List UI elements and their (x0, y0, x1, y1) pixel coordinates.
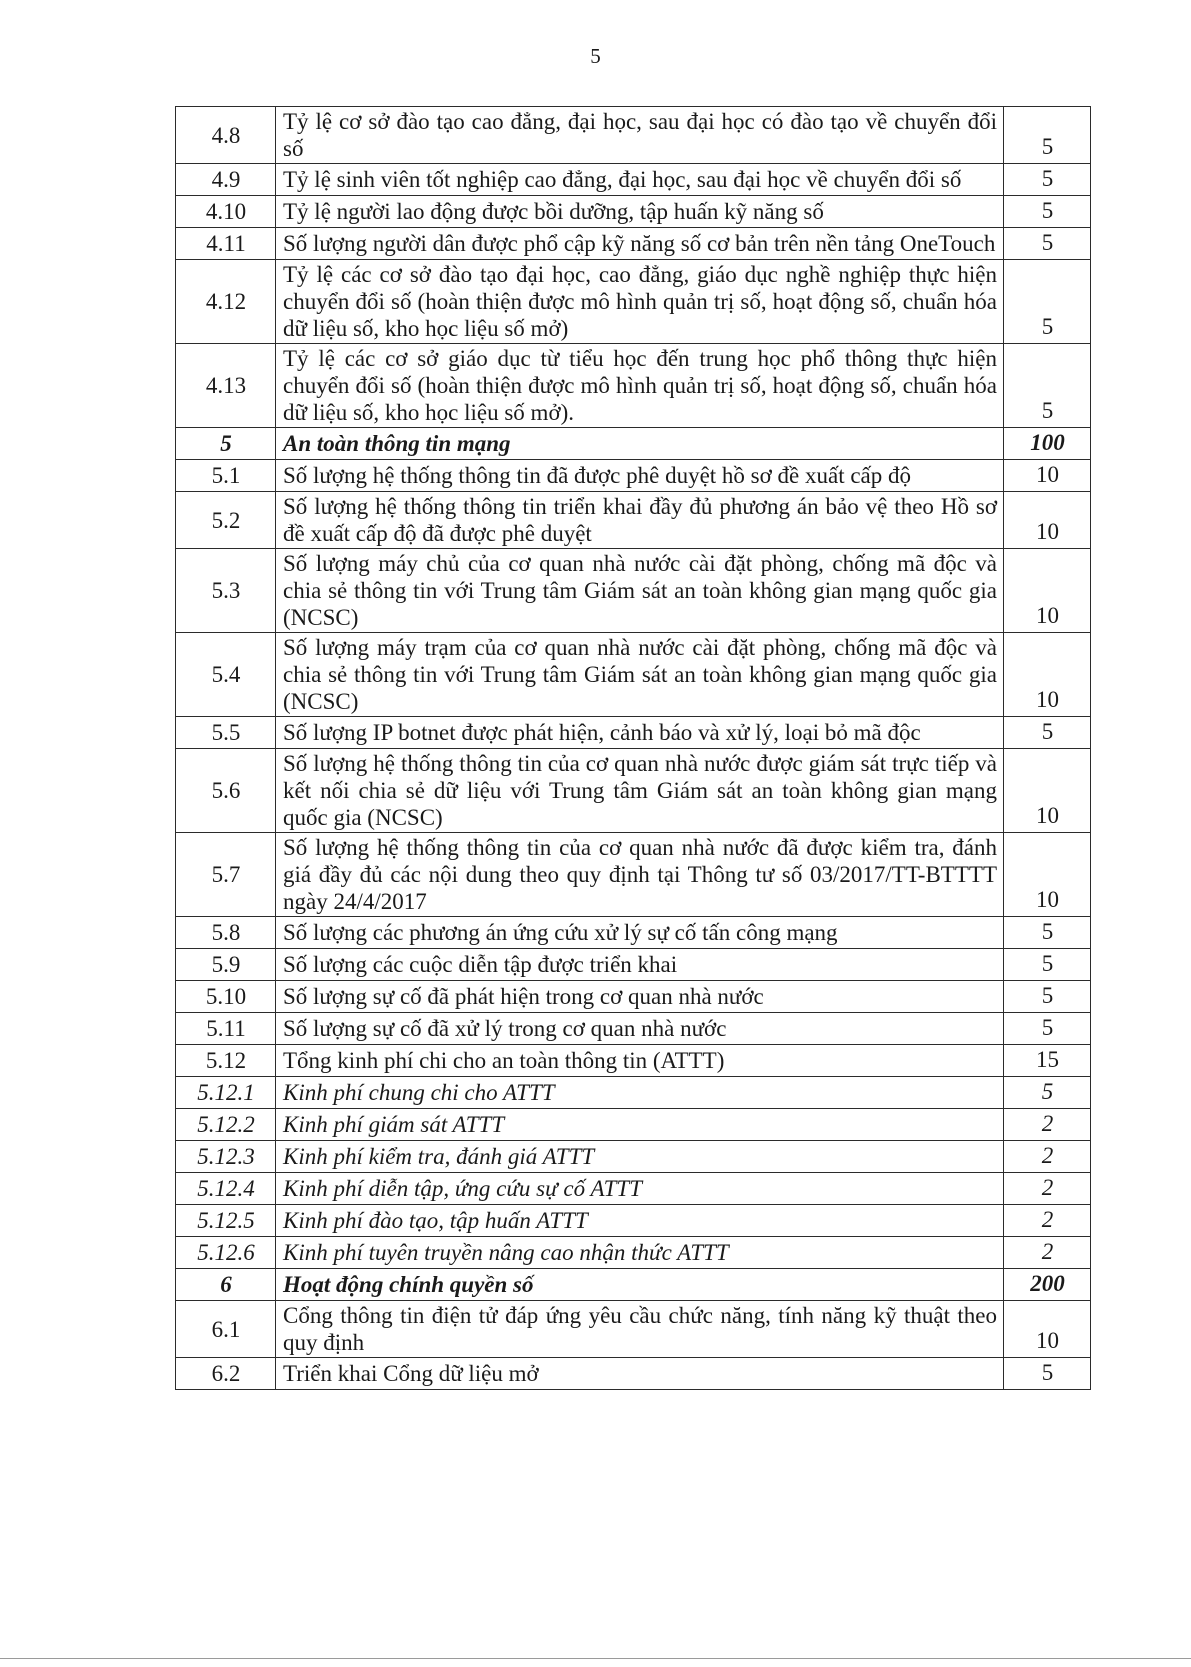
score-cell: 200 (1004, 1269, 1091, 1301)
score-cell: 5 (1004, 344, 1091, 428)
sub-item-row (176, 1237, 1091, 1269)
score-cell: 10 (1004, 633, 1091, 717)
score-cell: 2 (1004, 1237, 1091, 1269)
row-number-cell: 5.12.2 (176, 1109, 276, 1141)
row-number-cell: 4.11 (176, 228, 276, 260)
score-cell: 100 (1004, 428, 1091, 460)
sub-item-row (176, 1077, 1091, 1109)
score-cell: 5 (1004, 196, 1091, 228)
score-cell: 5 (1004, 717, 1091, 749)
table-row (176, 344, 1091, 428)
table-row (176, 1045, 1091, 1077)
sub-item-row (176, 1173, 1091, 1205)
score-cell: 5 (1004, 1013, 1091, 1045)
criteria-content-cell: An toàn thông tin mạng (276, 428, 1004, 460)
table-row (176, 749, 1091, 833)
criteria-content-cell: Số lượng máy chủ của cơ quan nhà nước cài đặt phòng, chống mã độc và chia sẻ thông tin với Trung tâm Giám sát an toàn không gian mạng quốc gia (NCSC) (276, 549, 1004, 633)
row-number-cell: 5.12.5 (176, 1205, 276, 1237)
page-bottom-rule (0, 1658, 1191, 1659)
criteria-content-cell: Tỷ lệ các cơ sở giáo dục từ tiểu học đến trung học phổ thông thực hiện chuyển đổi số (hoàn thiện được mô hình quản trị số, hoạt động số, chuẩn hóa dữ liệu số, kho học liệu số mở). (276, 344, 1004, 428)
score-cell: 5 (1004, 260, 1091, 344)
row-number-cell: 5.12.4 (176, 1173, 276, 1205)
row-number-cell: 5.12 (176, 1045, 276, 1077)
score-cell: 5 (1004, 917, 1091, 949)
sub-item-row (176, 1141, 1091, 1173)
criteria-content-cell: Số lượng các cuộc diễn tập được triển khai (276, 949, 1004, 981)
table-row (176, 1358, 1091, 1390)
score-cell: 15 (1004, 1045, 1091, 1077)
score-cell: 5 (1004, 107, 1091, 164)
table-row (176, 1301, 1091, 1358)
score-cell: 2 (1004, 1109, 1091, 1141)
section-row (176, 1269, 1091, 1301)
criteria-content-cell: Số lượng sự cố đã phát hiện trong cơ quan nhà nước (276, 981, 1004, 1013)
criteria-content-cell: Triển khai Cổng dữ liệu mở (276, 1358, 1004, 1390)
table-row (176, 633, 1091, 717)
score-cell: 5 (1004, 164, 1091, 196)
criteria-content-cell: Tỷ lệ sinh viên tốt nghiệp cao đẳng, đại học, sau đại học về chuyển đổi số (276, 164, 1004, 196)
criteria-content-cell: Kinh phí giám sát ATTT (276, 1109, 1004, 1141)
row-number-cell: 5.8 (176, 917, 276, 949)
criteria-content-cell: Số lượng sự cố đã xử lý trong cơ quan nhà nước (276, 1013, 1004, 1045)
table-row (176, 917, 1091, 949)
row-number-cell: 5.1 (176, 460, 276, 492)
row-number-cell: 6.1 (176, 1301, 276, 1358)
table-row (176, 164, 1091, 196)
page-number: 5 (590, 44, 601, 68)
score-cell: 5 (1004, 1358, 1091, 1390)
table-row (176, 460, 1091, 492)
criteria-content-cell: Hoạt động chính quyền số (276, 1269, 1004, 1301)
criteria-content-cell: Kinh phí đào tạo, tập huấn ATTT (276, 1205, 1004, 1237)
row-number-cell: 5.12.1 (176, 1077, 276, 1109)
criteria-content-cell: Tỷ lệ cơ sở đào tạo cao đẳng, đại học, sau đại học có đào tạo về chuyển đổi số (276, 107, 1004, 164)
table-row (176, 981, 1091, 1013)
table-row (176, 717, 1091, 749)
score-cell: 5 (1004, 981, 1091, 1013)
row-number-cell: 4.13 (176, 344, 276, 428)
criteria-content-cell: Kinh phí diễn tập, ứng cứu sự cố ATTT (276, 1173, 1004, 1205)
criteria-table-body (176, 107, 1091, 1390)
row-number-cell: 5.10 (176, 981, 276, 1013)
row-number-cell: 5.9 (176, 949, 276, 981)
table-row (176, 1013, 1091, 1045)
table-row (176, 196, 1091, 228)
criteria-content-cell: Số lượng hệ thống thông tin triển khai đầy đủ phương án bảo vệ theo Hồ sơ đề xuất cấp độ đã được phê duyệt (276, 492, 1004, 549)
score-cell: 10 (1004, 549, 1091, 633)
row-number-cell: 5.12.3 (176, 1141, 276, 1173)
criteria-content-cell: Kinh phí tuyên truyền nâng cao nhận thức ATTT (276, 1237, 1004, 1269)
score-cell: 10 (1004, 1301, 1091, 1358)
criteria-content-cell: Số lượng IP botnet được phát hiện, cảnh báo và xử lý, loại bỏ mã độc (276, 717, 1004, 749)
row-number-cell: 4.8 (176, 107, 276, 164)
criteria-content-cell: Số lượng người dân được phổ cập kỹ năng số cơ bản trên nền tảng OneTouch (276, 228, 1004, 260)
row-number-cell: 5 (176, 428, 276, 460)
criteria-content-cell: Số lượng máy trạm của cơ quan nhà nước cài đặt phòng, chống mã độc và chia sẻ thông tin với Trung tâm Giám sát an toàn không gian mạng quốc gia (NCSC) (276, 633, 1004, 717)
row-number-cell: 4.10 (176, 196, 276, 228)
criteria-content-cell: Cổng thông tin điện tử đáp ứng yêu cầu chức năng, tính năng kỹ thuật theo quy định (276, 1301, 1004, 1358)
score-cell: 10 (1004, 460, 1091, 492)
table-row (176, 107, 1091, 164)
criteria-table (175, 106, 1091, 1390)
score-cell: 2 (1004, 1205, 1091, 1237)
score-cell: 10 (1004, 833, 1091, 917)
sub-item-row (176, 1109, 1091, 1141)
row-number-cell: 5.4 (176, 633, 276, 717)
score-cell: 2 (1004, 1141, 1091, 1173)
table-row (176, 260, 1091, 344)
row-number-cell: 5.2 (176, 492, 276, 549)
criteria-content-cell: Số lượng hệ thống thông tin của cơ quan nhà nước đã được kiểm tra, đánh giá đầy đủ các nội dung theo quy định tại Thông tư số 03/2017/TT-BTTTT ngày 24/4/2017 (276, 833, 1004, 917)
criteria-content-cell: Kinh phí chung chi cho ATTT (276, 1077, 1004, 1109)
criteria-content-cell: Tỷ lệ các cơ sở đào tạo đại học, cao đẳng, giáo dục nghề nghiệp thực hiện chuyển đổi số (hoàn thiện được mô hình quản trị số, hoạt động số, chuẩn hóa dữ liệu số, kho học liệu số mở) (276, 260, 1004, 344)
criteria-content-cell: Tổng kinh phí chi cho an toàn thông tin (ATTT) (276, 1045, 1004, 1077)
table-row (176, 833, 1091, 917)
row-number-cell: 5.7 (176, 833, 276, 917)
score-cell: 10 (1004, 749, 1091, 833)
table-row (176, 549, 1091, 633)
score-cell: 5 (1004, 1077, 1091, 1109)
score-cell: 10 (1004, 492, 1091, 549)
table-row (176, 228, 1091, 260)
criteria-content-cell: Tỷ lệ người lao động được bồi dưỡng, tập huấn kỹ năng số (276, 196, 1004, 228)
sub-item-row (176, 1205, 1091, 1237)
row-number-cell: 6 (176, 1269, 276, 1301)
score-cell: 5 (1004, 228, 1091, 260)
row-number-cell: 5.12.6 (176, 1237, 276, 1269)
section-row (176, 428, 1091, 460)
row-number-cell: 5.3 (176, 549, 276, 633)
criteria-content-cell: Số lượng các phương án ứng cứu xử lý sự cố tấn công mạng (276, 917, 1004, 949)
row-number-cell: 5.11 (176, 1013, 276, 1045)
score-cell: 5 (1004, 949, 1091, 981)
criteria-content-cell: Kinh phí kiểm tra, đánh giá ATTT (276, 1141, 1004, 1173)
row-number-cell: 4.12 (176, 260, 276, 344)
table-row (176, 949, 1091, 981)
row-number-cell: 5.5 (176, 717, 276, 749)
table-row (176, 492, 1091, 549)
row-number-cell: 6.2 (176, 1358, 276, 1390)
row-number-cell: 4.9 (176, 164, 276, 196)
score-cell: 2 (1004, 1173, 1091, 1205)
criteria-content-cell: Số lượng hệ thống thông tin đã được phê duyệt hồ sơ đề xuất cấp độ (276, 460, 1004, 492)
criteria-content-cell: Số lượng hệ thống thông tin của cơ quan nhà nước được giám sát trực tiếp và kết nối chia sẻ dữ liệu với Trung tâm Giám sát an toàn không gian mạng quốc gia (NCSC) (276, 749, 1004, 833)
row-number-cell: 5.6 (176, 749, 276, 833)
